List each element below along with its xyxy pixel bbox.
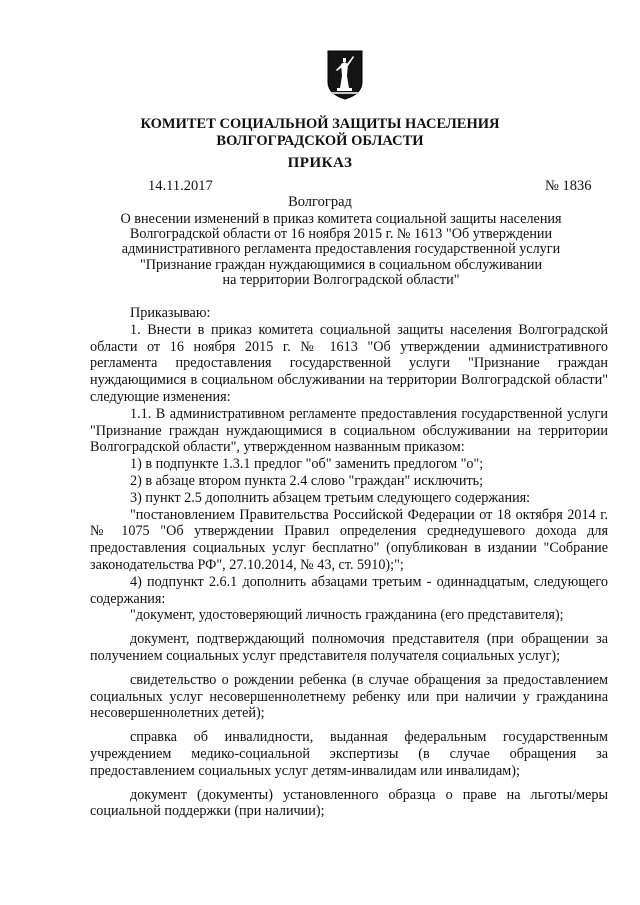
list-item-3: 3) пункт 2.5 дополнить абзацем третьим следующего содержания: — [130, 489, 531, 506]
city-name: Волгоград — [288, 194, 352, 210]
subject-line: Волгоградской области от 16 ноября 2015 г. № 1613 "Об утверждении — [129, 226, 553, 243]
order-date: 14.11.2017 — [148, 178, 213, 194]
added-paragraph-5: документ (документы) установленного образца о праве на льготы/меры социальной поддержки (при наличии); — [90, 786, 608, 820]
subject-line: "Признание граждан нуждающимися в социальном обслуживании — [139, 256, 543, 273]
organization-name-line1: КОМИТЕТ СОЦИАЛЬНОЙ ЗАЩИТЫ НАСЕЛЕНИЯ — [140, 116, 500, 132]
subject-line: на территории Волгоградской области" — [222, 271, 460, 288]
order-number: № 1836 — [545, 178, 592, 194]
quoted-addition: "постановлением Правительства Российской Федерации от 18 октября 2014 г. № 1075 "Об утверждении Правил определения среднедушевого дохода для предоставления социальных услуг бесплатно" (опубликован в издании "Собрание законодательства РФ", 27.10.2014, № 43, ст. 5910);"; — [90, 506, 608, 573]
coat-of-arms-icon — [327, 50, 363, 100]
subject-line: О внесении изменений в приказ комитета социальной защиты населения — [120, 211, 562, 227]
order-subject — [100, 212, 582, 288]
added-paragraph-2: документ, подтверждающий полномочия представителя (при обращении за получением социальных услуг представителя получателя социальных услуг); — [90, 631, 608, 664]
organization-name-line2: ВОЛГОГРАДСКОЙ ОБЛАСТИ — [216, 133, 424, 149]
list-item-4: 4) подпункт 2.6.1 дополнить абзацами третьим - одиннадцатым, следующего содержания: — [90, 573, 608, 607]
subject-line: административного регламента предоставления государственной услуги — [121, 241, 561, 258]
list-item-1: 1) в подпункте 1.3.1 предлог "об" заменить предлогом "о"; — [130, 456, 484, 473]
order-body — [90, 305, 608, 820]
document-type-title: ПРИКАЗ — [287, 155, 353, 171]
added-paragraph-4: справка об инвалидности, выданная федеральным государственным учреждением медико-социальной экспертизы (в случае обращения за предоставлением социальных услуг детям-инвалидам или инвалидам); — [90, 729, 608, 779]
paragraph-1-1: 1.1. В административном регламенте предоставления государственной услуги "Признание граждан нуждающимися в социальном обслуживании на территории Волгоградской области", утвержденном названным приказом: — [90, 405, 608, 456]
paragraph-1: 1. Внести в приказ комитета социальной защиты населения Волгоградской области от 16 ноября 2015 г. № 1613 "Об утверждении административного регламента предоставления государственной услуги "Признание граждан нуждающимися в социальном обслуживании на территории Волгоградской области" следующие изменения: — [90, 321, 608, 405]
added-paragraph-3: свидетельство о рождении ребенка (в случае обращения за предоставлением социальных услуг несовершеннолетнему ребенку или при наличии у гражданина несовершеннолетних детей); — [90, 671, 608, 722]
order-intro: Приказываю: — [130, 305, 211, 321]
added-paragraph-1: "документ, удостоверяющий личность гражданина (его представителя); — [130, 607, 564, 624]
list-item-2: 2) в абзаце втором пункта 2.4 слово "граждан" исключить; — [130, 472, 484, 489]
